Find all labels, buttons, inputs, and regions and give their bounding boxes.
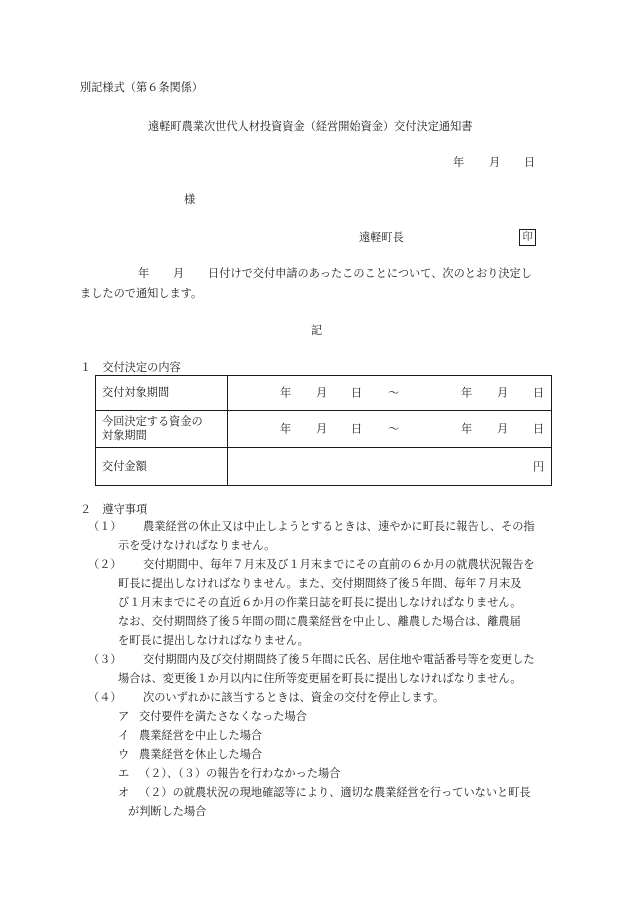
- rule-1-line: 示を受けなければなりません。: [118, 539, 276, 552]
- rule-4-number: （４）: [88, 691, 122, 704]
- period-label: 交付対象期間: [96, 376, 228, 411]
- rule-3-number: （３）: [88, 653, 122, 666]
- section2-heading: ２ 遵守事項: [80, 503, 148, 516]
- subitem-text: （２）、（３）の報告を行わなかった場合: [139, 767, 341, 780]
- rule-1-number: （１）: [88, 520, 122, 533]
- subitem-mark: ア: [118, 710, 130, 723]
- form-label: 別記様式（第６条関係）: [80, 81, 204, 94]
- subitem-mark: イ: [118, 729, 130, 742]
- date-day: 日: [524, 156, 536, 169]
- seal-mark: 印: [519, 229, 536, 246]
- amount-value: 円: [228, 448, 552, 486]
- addressee-suffix: 様: [184, 193, 196, 206]
- table-row: [96, 411, 552, 448]
- table-row: [96, 376, 552, 411]
- subitem-mark: エ: [118, 767, 130, 780]
- subitem-text: 農業経営を中止した場合: [139, 729, 263, 742]
- intro-month: 月: [173, 267, 185, 280]
- subitem-text-continued: が判断した場合: [128, 805, 207, 818]
- subitem-text: 農業経営を休止した場合: [139, 748, 263, 761]
- period-value: 年 月 日 ～ 年 月 日: [228, 376, 552, 411]
- amount-label: 交付金額: [96, 448, 228, 486]
- intro-text: 日付けで交付申請のあったこのことについて、次のとおり決定し: [208, 267, 532, 280]
- grant-decision-table: [95, 375, 552, 486]
- rule-1-line: 農業経営の休止又は中止しようとするときは、速やかに町長に報告し、その指: [143, 520, 535, 533]
- date-month: 月: [489, 156, 501, 169]
- subitem-mark: ウ: [118, 748, 130, 761]
- current-period-label: 今回決定する資金の 対象期間: [96, 411, 228, 448]
- rule-2-line: を町長に提出しなければなりません。: [118, 634, 309, 647]
- current-period-value: 年 月 日 ～ 年 月 日: [228, 411, 552, 448]
- date-year: 年: [453, 156, 465, 169]
- section1-heading: １ 交付決定の内容: [80, 361, 181, 374]
- subitem-text: 交付要件を満たさなくなった場合: [139, 710, 307, 723]
- issuer-name: 遠軽町長: [359, 231, 404, 244]
- table-row: [96, 448, 552, 486]
- rule-3-line: 交付期間内及び交付期間終了後５年間に氏名、居住地や電話番号等を変更した: [143, 653, 535, 666]
- rule-4-line: 次のいずれかに該当するときは、資金の交付を停止します。: [143, 691, 445, 704]
- ki-heading: 記: [311, 324, 323, 337]
- subitem-text: （２）の就農状況の現地確認等により、適切な農業経営を行っていないと町長: [139, 786, 531, 799]
- rule-2-line: 交付期間中、毎年７月末及び１月末までにその直前の６か月の就農状況報告を: [143, 558, 535, 571]
- subitem-mark: オ: [118, 786, 130, 799]
- rule-2-line: 町長に提出しなければなりません。また、交付期間終了後５年間、毎年７月末及: [118, 577, 522, 590]
- rule-2-line: なお、交付期間終了後５年間の間に農業経営を中止し、離農した場合は、離農届: [118, 615, 521, 628]
- rule-2-line: び１月末までにその直近６か月の作業日誌を町長に提出しなければなりません。: [118, 596, 522, 609]
- document-title: 遠軽町農業次世代人材投資資金（経営開始資金）交付決定通知書: [148, 120, 473, 133]
- intro-year: 年: [138, 267, 150, 280]
- rule-2-number: （２）: [88, 558, 122, 571]
- rule-3-line: 場合は、変更後１か月以内に住所等変更届を町長に提出しなければなりません。: [118, 672, 522, 685]
- intro-text-continued: ましたので通知します。: [80, 287, 203, 300]
